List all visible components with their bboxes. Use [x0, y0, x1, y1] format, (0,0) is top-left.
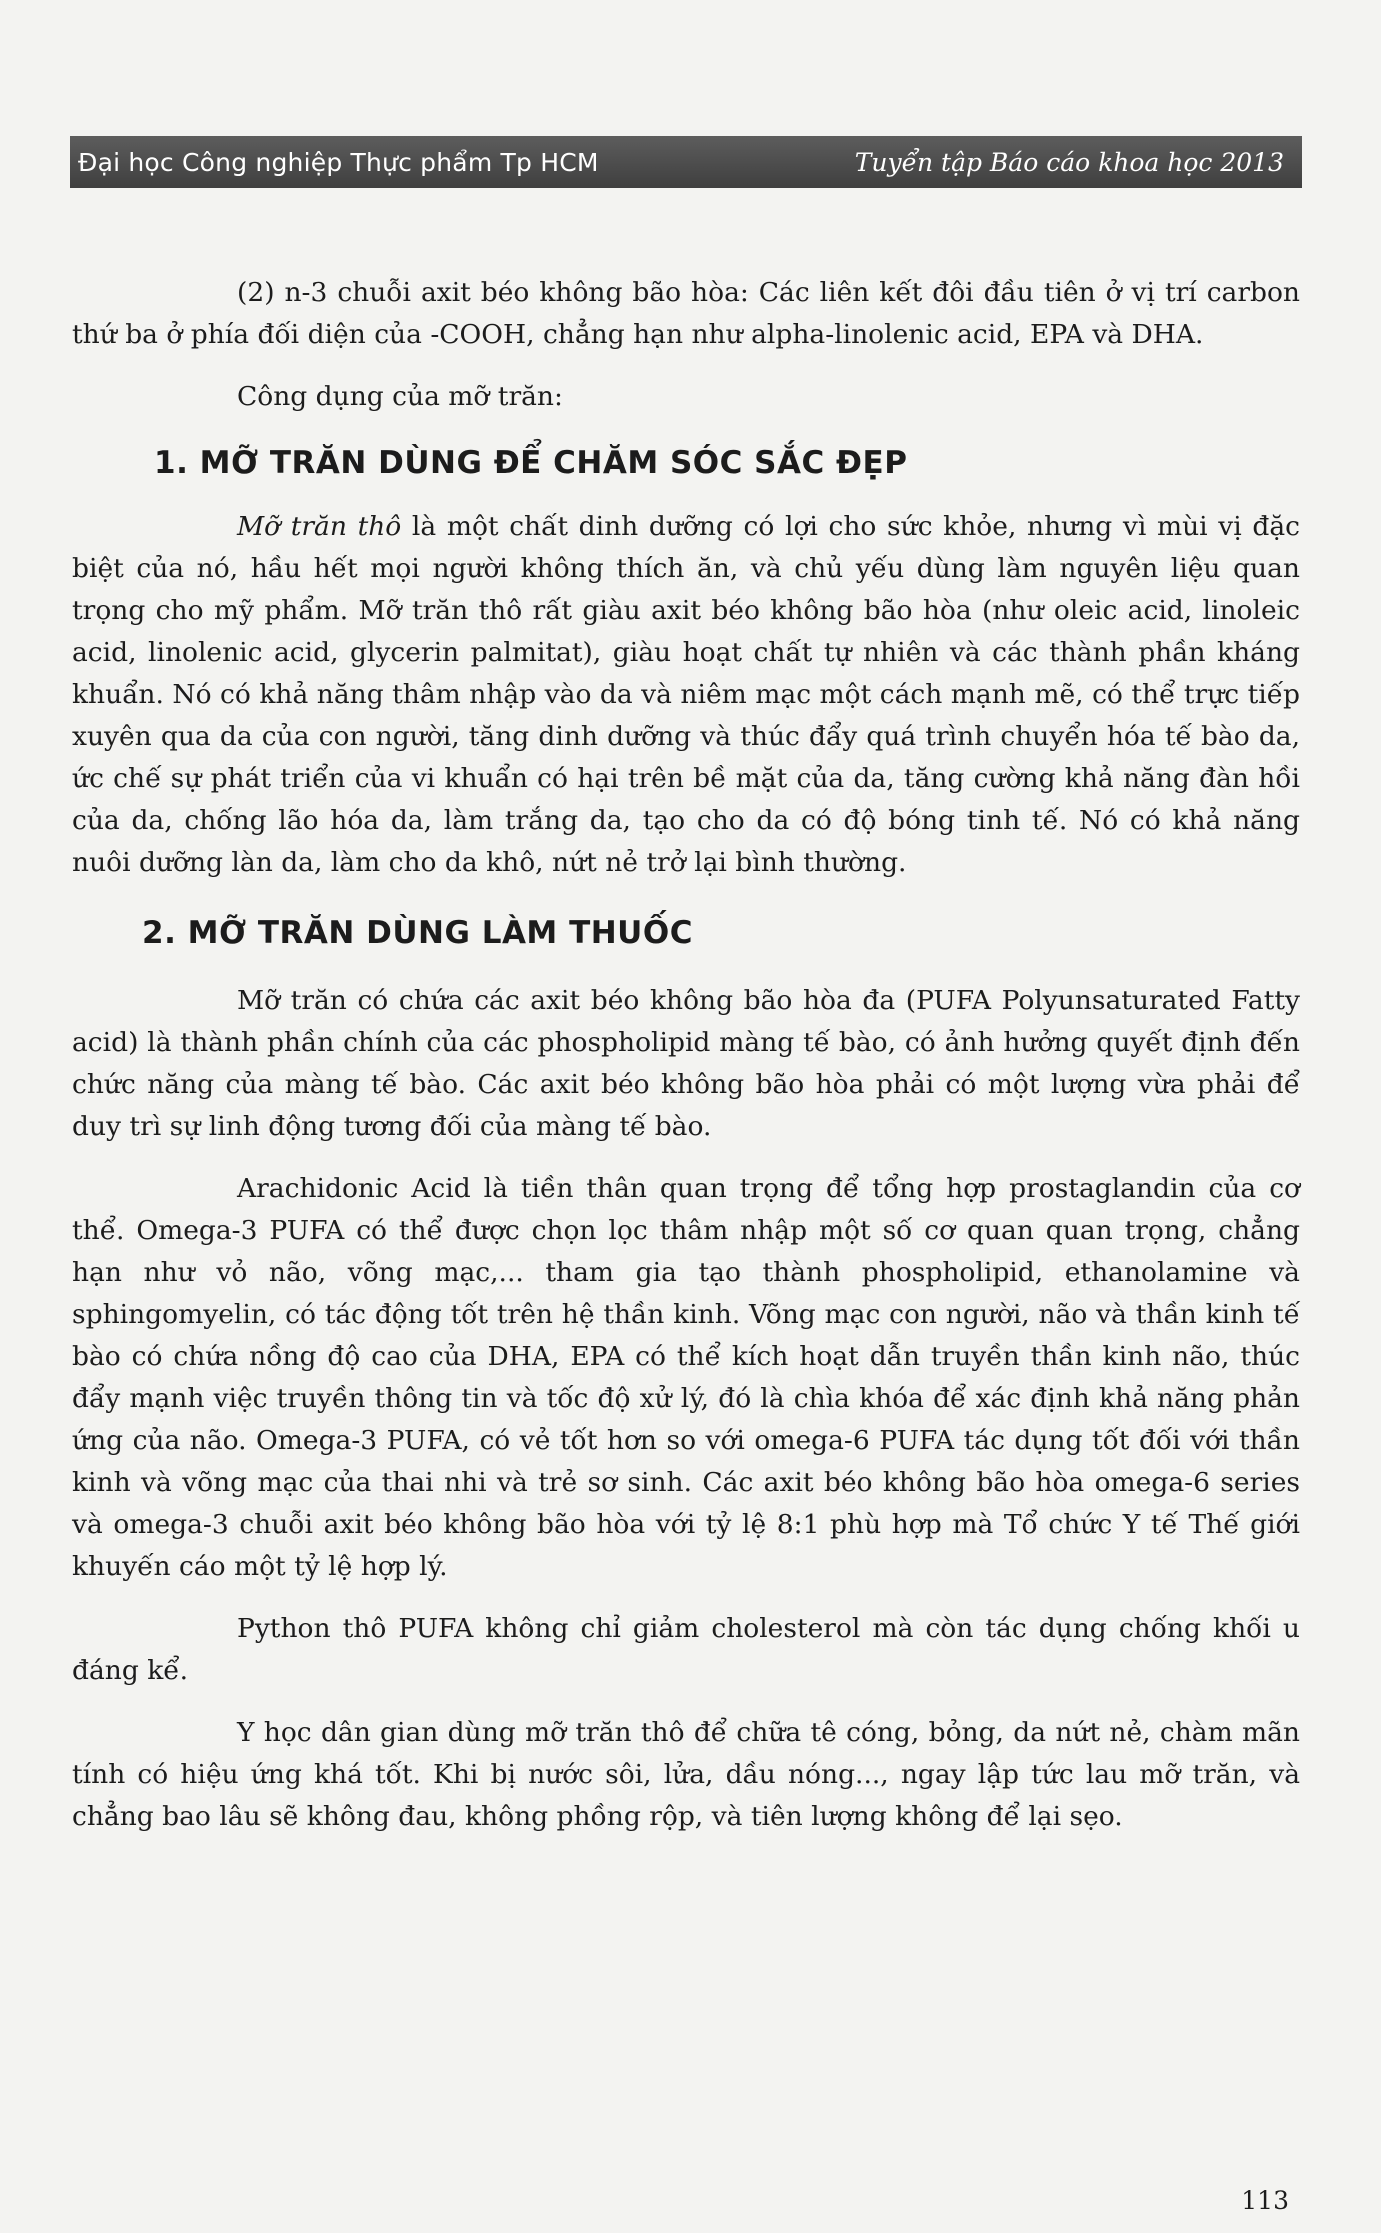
section-heading-beauty: 1. MỠ TRĂN DÙNG ĐỂ CHĂM SÓC SẮC ĐẸP — [154, 445, 908, 481]
paragraph-cholesterol: Python thô PUFA không chỉ giảm cholesterol mà còn tác dụng chống khối u đáng kể. — [72, 1613, 1300, 1686]
paragraph-beauty-text: là một chất dinh dưỡng có lợi cho sức khỏe, nhưng vì mùi vị đặc biệt của nó, hầu hết mọi người không thích ăn, và chủ yếu dùng làm nguyên liệu quan trọng cho mỹ phẩm. Mỡ trăn thô rất giàu axit béo không bão hòa (như oleic acid, linoleic acid, linolenic acid, glycerin palmitat), giàu hoạt chất tự nhiên và các thành phần kháng khuẩn. Nó có khả năng thâm nhập vào da và niêm mạc một cách mạnh mẽ, có thể trực tiếp xuyên qua da của con người, tăng dinh dưỡng và thúc đẩy quá trình chuyển hóa tế bào da, ức chế sự phát triển của vi khuẩn có hại trên bề mặt của da, tăng cường khả năng đàn hồi của da, chống lão hóa da, làm trắng da, tạo cho da có độ bóng tinh tế. Nó có khả năng nuôi dưỡng làn da, làm cho da khô, nứt nẻ trở lại bình thường. — [72, 511, 1301, 878]
paragraph-beauty — [72, 506, 1300, 884]
running-header — [70, 136, 1302, 188]
page-body — [72, 272, 1300, 1838]
paragraph-pufa: Mỡ trăn có chứa các axit béo không bão hòa đa (PUFA Polyunsaturated Fatty acid) là thành phần chính của các phospholipid màng tế bào, có ảnh hưởng quyết định đến chức năng của màng tế bào. Các axit béo không bão hòa phải có một lượng vừa phải để duy trì sự linh động tương đối của màng tế bào. — [72, 985, 1300, 1142]
term-raw-python-fat: Mỡ trăn thô — [237, 511, 402, 542]
paragraph-uses-intro: Công dụng của mỡ trăn: — [237, 381, 563, 412]
header-publication: Tuyển tập Báo cáo khoa học 2013 — [854, 147, 1284, 177]
header-institution: Đại học Công nghiệp Thực phẩm Tp HCM — [78, 147, 599, 177]
paragraph-n3: (2) n-3 chuỗi axit béo không bão hòa: Các liên kết đôi đầu tiên ở vị trí carbon thứ ba ở phía đối diện của -COOH, chẳng hạn như alpha-linolenic acid, EPA và DHA. — [72, 277, 1300, 350]
section-heading-medicine: 2. MỠ TRĂN DÙNG LÀM THUỐC — [142, 915, 693, 951]
paragraph-arachidonic: Arachidonic Acid là tiền thân quan trọng để tổng hợp prostaglandin của cơ thể. Omega-3 PUFA có thể được chọn lọc thâm nhập một số cơ quan quan trọng, chẳng hạn như vỏ não, võng mạc,... tham gia tạo thành phospholipid, ethanolamine và sphingomyelin, có tác động tốt trên hệ thần kinh. Võng mạc con người, não và thần kinh tế bào có chứa nồng độ cao của DHA, EPA có thể kích hoạt dẫn truyền thần kinh não, thúc đẩy mạnh việc truyền thông tin và tốc độ xử lý, đó là chìa khóa để xác định khả năng phản ứng của não. Omega-3 PUFA, có vẻ tốt hơn so với omega-6 PUFA tác dụng tốt đối với thần kinh và võng mạc của thai nhi và trẻ sơ sinh. Các axit béo không bão hòa omega-6 series và omega-3 chuỗi axit béo không bão hòa với tỷ lệ 8:1 phù hợp mà Tổ chức Y tế Thế giới khuyến cáo một tỷ lệ hợp lý. — [72, 1173, 1300, 1582]
paragraph-folk-medicine: Y học dân gian dùng mỡ trăn thô để chữa tê cóng, bỏng, da nứt nẻ, chàm mãn tính có hiệu ứng khá tốt. Khi bị nước sôi, lửa, dầu nóng..., ngay lập tức lau mỡ trăn, và chẳng bao lâu sẽ không đau, không phồng rộp, và tiên lượng không để lại sẹo. — [72, 1717, 1300, 1832]
page-number: 113 — [1241, 2186, 1289, 2215]
